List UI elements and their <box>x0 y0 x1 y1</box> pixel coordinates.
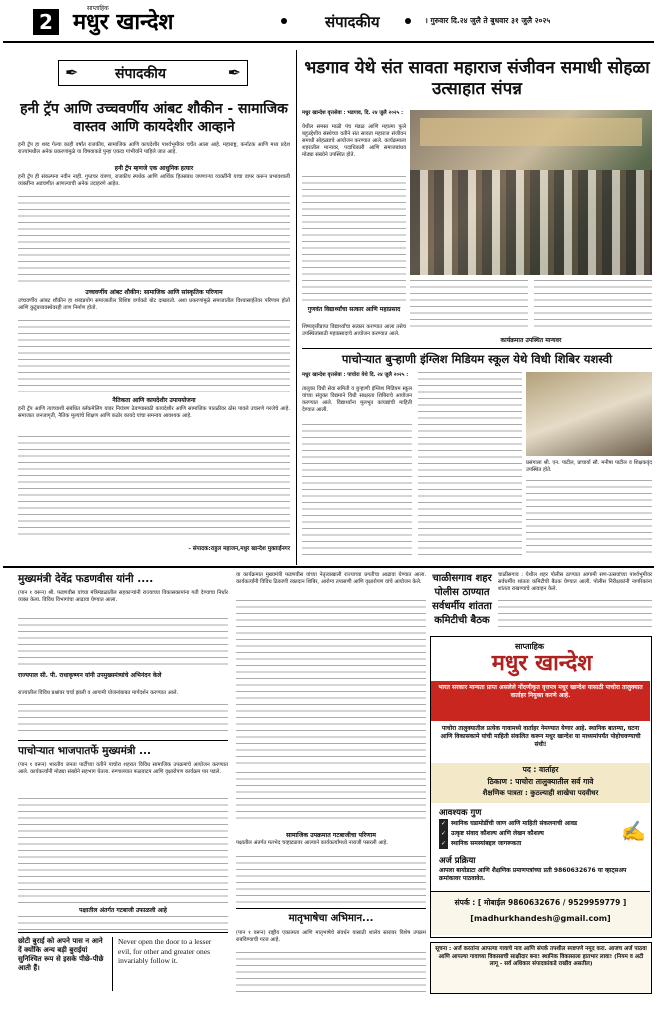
divider <box>18 740 228 741</box>
ad-brand: मधुर खान्देश <box>491 651 593 676</box>
ad-req-list <box>439 819 619 849</box>
text-lines <box>236 952 426 994</box>
ad-post-row <box>431 763 650 803</box>
text-lines <box>236 600 426 766</box>
school-dateline <box>302 372 412 379</box>
school-dateline-text: मधुर खान्देश वृत्तसेवा : पाचोरा येथे दि. २४ जुलै २०२५ : <box>302 372 409 378</box>
editorial-subhead: उच्चवर्णीय आंबट शौकीन: सामाजिक आणि सांस्कृतिक परिणाम <box>85 289 223 296</box>
text-lines <box>302 424 412 556</box>
editorial-section <box>18 60 290 560</box>
lead-dateline <box>302 110 406 117</box>
check-icon: ✓ <box>441 840 447 847</box>
lead-body-2 <box>410 280 528 332</box>
ad-apply-text: आपला बायोडाटा आणि शैक्षणिक प्रमाणपत्रांच्या प्रती 9860632676 या व्हाट्सअप क्रमांकावर पाठवावेत. <box>439 867 627 882</box>
page-header <box>3 3 654 43</box>
recruitment-ad <box>430 636 652 938</box>
middle-body-2: पक्षातील अंतर्गत मतभेद चव्हाट्यावर आल्याने कार्यकर्त्यांमध्ये नाराजी पसरली आहे. <box>236 840 388 846</box>
ad-req-title: आवश्यक गुण <box>439 808 482 818</box>
banner-strip <box>420 118 642 146</box>
pen-icon: ✒ <box>65 63 79 82</box>
police-body: चाळीसगाव : येथील शहर पोलीस ठाण्यात आगामी सण-उत्सवांच्या पार्श्वभूमीवर सर्वधर्मीय शांतता कमिटीची बैठक घेण्यात आली. पोलीस निरीक्षकांनी नागरिकांना शांतता राखण्याचे आवाहन केले. <box>498 572 652 592</box>
cm-body-2: राज्यातील विविध प्रश्नांवर चर्चा झाली व आगामी योजनांबाबत मार्गदर्शन करण्यात आले. <box>18 690 179 696</box>
lead-body: येथील समस्त माळी पंच मंडळ आणि महात्मा फुले बहुउद्देशीय संस्थेच्या वतीने संत सावता महाराज संजीवन समाधी सोहळ्याचे आयोजन करण्यात आले. कार्यक्रमाला शहरातील मान्यवर, पदाधिकारी आणि समाजबांधव मोठ्या संख्येने उपस्थित होते. <box>302 124 406 158</box>
ad-education: शैक्षणिक पात्रता : कुठल्याही शाखेचा पदवीधर <box>482 789 599 797</box>
text-lines <box>18 436 290 540</box>
pen-icon: ✒ <box>227 63 241 82</box>
lead-headline: भडगाव येथे संत सावता महाराज संजीवन समाधी सोहळा उत्साहात संपन्न <box>304 58 650 99</box>
lead-caption: कार्यक्रमात उपस्थित मान्यवर <box>500 337 562 344</box>
text-lines <box>302 176 406 304</box>
text-lines <box>236 856 426 904</box>
school-body: तालुका विधी सेवा समिती व बुऱ्हाणी इंग्लिश मिडियम स्कूल यांच्या संयुक्त विद्यमाने विधी साक्षरता शिबिराचे आयोजन करण्यात आले. विद्यार्थ्यांना मूलभूत कायद्यांची माहिती देण्यात आली. <box>302 386 412 413</box>
text-lines <box>18 916 228 930</box>
editorial-label: संपादकीय <box>115 66 166 82</box>
page-number: 2 <box>33 9 59 35</box>
matru-body: (पान १ वरून) राष्ट्रीय एकात्मता आणि मातृभाषेचे संवर्धन यासाठी शालेय स्तरावर विशेष उपक्रम राबविण्याची गरज आहे. <box>236 930 426 943</box>
ad-apply-title: अर्ज प्रक्रिया <box>439 856 476 866</box>
header-ornament-left <box>281 18 287 24</box>
middle-body-continued <box>236 772 426 824</box>
quote-hindi: छोटी बुराई को अपने पास न आने दें क्योंकि अन्य बड़ी बुराईयां सुनिश्चित रूप से इसके पीछे-पीछे आती हैं। <box>18 937 104 972</box>
police-headline: चाळीसगाव शहर पोलीस ठाण्यात सर्वधर्मीय शांतता कमिटीची बैठक <box>432 573 492 626</box>
middle-body: या कार्यक्रमात मुख्यमंत्री फडणवीस यांच्या नेतृत्वाखाली राज्याच्या प्रगतीचा आढावा घेण्यात आला. कार्यकर्त्यांनी विविध ठिकाणी रक्तदान शिबिर, आरोग्य तपासणी आणि वृक्षारोपण यांचे आयोजन केले. <box>236 572 426 585</box>
ad-contact-box <box>431 891 650 935</box>
check-icon: ✓ <box>441 820 447 827</box>
quote-divider <box>112 937 113 991</box>
editorial-intro: हनी ट्रॅप हा शब्द गेल्या काही वर्षांत राजकीय, सामाजिक आणि कायदेशीर पार्श्वभूमीवर चर्चेत आला आहे. महाराष्ट्र, कर्नाटक आणि मध्य प्रदेश राज्यांमधील अनेक प्रकरणांमुळे या विषयाकडे पुन्हा एकदा गांभीर्याने पाहिले जात आहे. <box>18 142 290 155</box>
lead-dateline-text: मधुर खान्देश वृत्तसेवा : भडगाव, दि. २४ जुलै २०२५ : <box>302 110 404 116</box>
editorial-subhead: हनी ट्रॅप म्हणजे एक आधुनिक हत्यार <box>114 165 194 172</box>
editorial-byline: - संपादक:राहुल महाजन,मधुर खान्देश मुक्ताईनगर <box>188 546 290 552</box>
quote-box <box>18 932 228 994</box>
section-title: संपादकीय <box>325 13 380 31</box>
school-caption: प्रसंगाला श्री. एन. पाटील, प्राचार्या सौ. मनीषा पाटील व शिक्षकवृंद उपस्थित होते. <box>526 460 652 473</box>
date-line: । गुरुवार दि.२४ जुलै ते बुधवार ३१ जुलै २०२५ <box>425 16 551 25</box>
ad-banner <box>431 681 650 721</box>
editorial-label-box <box>58 60 248 86</box>
lead-photo <box>410 110 652 275</box>
ad-place: ठिकाण : पाचोरा तालुक्यातील सर्व गावे <box>487 777 594 786</box>
text-lines <box>18 704 228 736</box>
editorial-subhead: नैतिकता आणि कायदेशीर उपाययोजना <box>112 397 196 404</box>
editorial-paragraph: उच्चवर्णीय आंबट शौकीन हा शब्दप्रयोग समाजातील विशिष्ट वर्गाकडे बोट दाखवतो. अशा प्रकरणांमुळे समाजातील विश्वासार्हतेवर परिणाम होतो आणि कुटुंबव्यवस्थेवरही ताण निर्माण होतो. <box>18 298 290 311</box>
text-lines <box>418 372 522 556</box>
ad-banner-text: भारत सरकार मान्यता प्राप्त असलेले नोंदणीकृत वृत्तपत्र मधुर खान्देश यासाठी पाचोरा तालुक्यात वार्ताहर नियुक्त करणे आहे. <box>438 684 643 699</box>
text-lines <box>18 618 228 668</box>
crowd-shape <box>410 170 652 275</box>
editorial-paragraph: हनी ट्रॅप ही संकल्पना नवीन नाही. गुप्तचर यंत्रणा, राजकीय स्पर्धक आणि आर्थिक हितसंबंध जपणाऱ्या व्यक्तींनी याचा वापर करून प्रभावशाली व्यक्तींना अडचणीत आणल्याची अनेक उदाहरणे आहेत. <box>18 174 290 187</box>
divider <box>302 348 652 349</box>
text-lines <box>18 798 228 904</box>
lead-subhead: गुणवंत विद्यार्थ्यांचा सत्कार आणि महाप्रसाद <box>307 306 401 313</box>
divider <box>236 908 426 909</box>
editorial-title: हनी ट्रॅप आणि उच्चवर्णीय आंबट शौकीन - सामाजिक वास्तव आणि कायदेशीर आव्हाने <box>20 101 288 135</box>
cm-subhead: राज्यपाल सी. पी. राधाकृष्णन यांनी उपमुख्यमंत्र्यांचे अभिनंदन केले <box>18 672 162 679</box>
cm-headline: मुख्यमंत्री देवेंद्र फडणवीस यांनी .... <box>18 573 154 585</box>
masthead-small: साप्ताहिक <box>87 5 109 12</box>
text-lines <box>498 600 652 630</box>
bjp-subhead: पक्षातील अंतर्गत गटबाजी उफाळली आहे <box>79 907 167 914</box>
cm-body: (पान १ वरून) श्री. फडणवीस यांच्या मंत्रिमंडळातील सहकाऱ्यांनी राज्याच्या विकासकामांना गती देण्याचा निर्धार व्यक्त केला. विविध विभागांचा आढावा घेण्यात आला. <box>18 590 228 603</box>
lead-body-4: शिष्यवृत्तीप्राप्त विद्यार्थ्यांचा सत्कार करण्यात आला तसेच उपस्थितांसाठी महाप्रसादाचे आयोजन करण्यात आले. <box>302 324 406 337</box>
matru-headline: मातृभाषेचा अभिमान... <box>288 913 374 924</box>
ad-email[interactable]: [madhurkhandesh@gmail.com] <box>470 914 611 923</box>
ad-contact[interactable]: संपर्क : [ मोबाईल 9860632676 / 9529959779 ] <box>454 898 627 907</box>
text-lines <box>526 480 652 556</box>
school-headline: पाचोऱ्यात बुऱ्हाणी इंग्लिश मिडियम स्कूल येथे विधी शिबिर यशस्वी <box>341 352 613 366</box>
list-item: ✓ स्थानिक समस्यांबद्दल जागरूकता <box>441 840 522 847</box>
notice-box <box>430 942 652 994</box>
column-divider <box>296 50 297 565</box>
header-ornament-right <box>405 18 411 24</box>
text-lines <box>18 196 290 284</box>
bjp-headline: पाचोऱ्यात भाजपातर्फे मुख्यमंत्री ... <box>18 745 152 757</box>
divider <box>3 566 654 568</box>
text-lines <box>18 320 290 392</box>
hand-pen-icon: ✍ <box>621 819 646 843</box>
ad-small-label: साप्ताहिक <box>515 641 545 651</box>
list-item: ✓ स्थानिक घडामोडींची जाण आणि माहिती संकलनाची आवड <box>441 820 578 827</box>
editorial-paragraph: हनी ट्रॅप आणि त्याच्याशी संबंधित ब्लॅकमेलिंग यावर नियंत्रण ठेवण्यासाठी कायदेशीर आणि सामाजिक पातळीवर ठोस पावले उचलणे गरजेचे आहे. समाजात जनजागृती, नैतिक मूल्यांचे शिक्षण आणि कठोर कायदे यांचा समन्वय आवश्यक आहे. <box>18 406 290 419</box>
masthead-title: मधुर खान्देश <box>73 10 174 35</box>
notice-text: सूचना : अर्ज करतांना आपल्या गावाचे नाव आणि संपर्क तपशील स्पष्टपणे नमूद करा. आजच अर्ज पाठवा आणि आपल्या गावाच्या विकासाची साक्षीदार बना! स्थानिक विकासाला हातभार लावा! (नियम व अटी लागू - सर्व अधिकार संपादकांकडे राखीव असतील) <box>435 946 647 968</box>
ad-post: पद : वार्ताहर <box>522 765 559 774</box>
list-item: ✓ उत्कृष्ट संवाद कौशल्य आणि लेखन कौशल्य <box>441 830 544 837</box>
school-photo <box>526 372 652 456</box>
check-icon: ✓ <box>441 830 447 837</box>
ad-banner-2: पाचोरा तालुक्यातील प्रत्येक गावामध्ये वार्ताहर नेमण्यात येणार आहे. स्थानिक बातम्या, घटना आणि विकासकामे यांची माहिती संकलित करून मधुर खान्देश या माध्यमांपर्यंत पोहोचवण्याची संधी! <box>440 725 641 748</box>
bjp-body: (पान १ वरून) भारतीय जनता पार्टीच्या वतीने पाचोरा शहरात विविध सामाजिक उपक्रमांचे आयोजन करण्यात आले. कार्यकर्त्यांनी मोठ्या संख्येने सहभाग घेतला. रुग्णालयात फळवाटप आणि वृक्षारोपण कार्यक्रम पार पडले. <box>18 762 228 775</box>
quote-english: Never open the door to a lesser evil, for other and greater ones invariably follow it. <box>118 937 212 965</box>
lead-body-3 <box>534 280 652 332</box>
middle-subhead: सामाजिक उपक्रमात गटबाजीचा परिणाम <box>286 832 376 839</box>
